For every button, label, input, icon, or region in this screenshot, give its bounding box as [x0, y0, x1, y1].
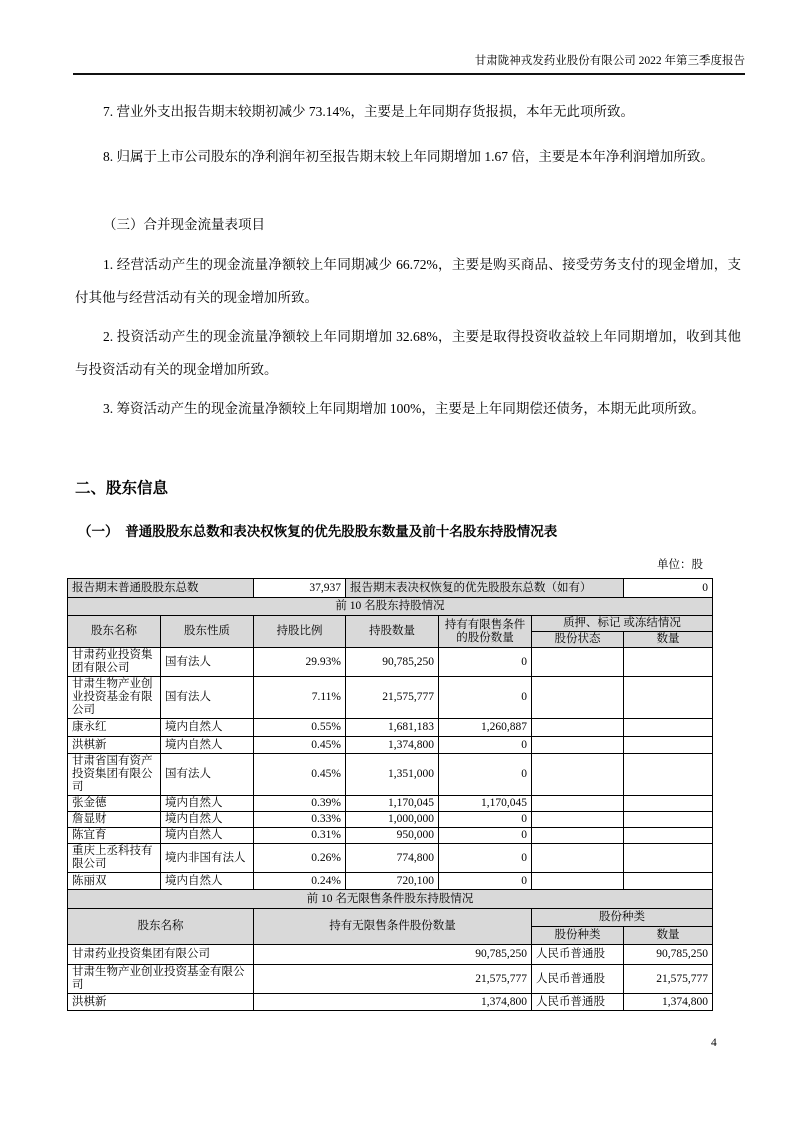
cell-qty: 1,374,800	[346, 737, 439, 754]
cell-nature: 境内自然人	[161, 719, 254, 737]
cell-pledge-qty-empty	[624, 648, 713, 677]
table-row	[68, 677, 713, 719]
cell-name: 甘肃生物产业创业投资基金有限公司	[68, 677, 161, 719]
cell-pledge-qty-empty	[624, 737, 713, 754]
cell-qty: 1,681,183	[346, 719, 439, 737]
cell-restricted: 0	[439, 648, 532, 677]
cell-nature: 境内自然人	[161, 737, 254, 754]
cell-share-num: 1,374,800	[624, 994, 713, 1011]
cell-pledge-qty-empty	[624, 812, 713, 828]
cell-pledge-qty-empty	[624, 796, 713, 812]
cell-qty: 90,785,250	[346, 648, 439, 677]
header-pledge-group: 质押、标记 或冻结情况	[532, 616, 713, 632]
header-share-type-group: 股份种类	[532, 909, 713, 927]
header-restricted-qty: 持有有限售条件的股份数量	[439, 616, 532, 648]
cell-pledge-status-empty	[532, 754, 624, 796]
cell-ratio: 0.45%	[254, 737, 346, 754]
top10-header-row-1	[68, 616, 713, 632]
cell-unrestricted-qty: 90,785,250	[254, 945, 532, 965]
cell-ratio: 0.26%	[254, 844, 346, 873]
header-shareholder-nature: 股东性质	[161, 616, 254, 648]
cell-pledge-status-empty	[532, 844, 624, 873]
table-row	[68, 844, 713, 873]
cell-common-shareholders-label: 报告期末普通股股东总数	[68, 579, 254, 598]
cell-qty: 1,000,000	[346, 812, 439, 828]
page-number: 4	[711, 1037, 717, 1049]
table-row	[68, 812, 713, 828]
table-row	[68, 719, 713, 737]
cell-share-type: 人民币普通股	[532, 994, 624, 1011]
cell-qty: 1,351,000	[346, 754, 439, 796]
summary-row	[68, 579, 713, 598]
cell-common-shareholders-value: 37,937	[254, 579, 346, 598]
cell-nature: 国有法人	[161, 677, 254, 719]
cell-share-num: 90,785,250	[624, 945, 713, 965]
cell-ratio: 0.24%	[254, 873, 346, 890]
header-divider	[73, 73, 745, 75]
cell-qty: 950,000	[346, 828, 439, 844]
cell-name: 甘肃省国有资产投资集团有限公司	[68, 754, 161, 796]
cell-pledge-status-empty	[532, 828, 624, 844]
table-row	[68, 994, 713, 1011]
cell-pledge-qty-empty	[624, 719, 713, 737]
cell-restricted: 1,260,887	[439, 719, 532, 737]
cell-ratio: 0.39%	[254, 796, 346, 812]
cell-restricted: 0	[439, 844, 532, 873]
cell-pledge-status-empty	[532, 796, 624, 812]
paragraph-cash-1: 1. 经营活动产生的现金流量净额较上年同期减少 66.72%，主要是购买商品、接受劳务支付的现金增加，支付其他与经营活动有关的现金增加所致。	[75, 257, 741, 305]
cell-qty: 21,575,777	[346, 677, 439, 719]
cell-name: 洪棋新	[68, 994, 254, 1011]
cell-qty: 774,800	[346, 844, 439, 873]
top10-title-row	[68, 598, 713, 616]
subsection-heading-top10-table: （一） 普通股股东总数和表决权恢复的优先股股东数量及前十名股东持股情况表	[78, 524, 558, 539]
cell-qty: 1,170,045	[346, 796, 439, 812]
paragraph-cash-3: 3. 筹资活动产生的现金流量净额较上年同期增加 100%，主要是上年同期偿还债务，本期无此项所致。	[103, 401, 705, 416]
cell-share-num: 21,575,777	[624, 965, 713, 994]
paragraph-7: 7. 营业外支出报告期末较期初减少 73.14%，主要是上年同期存货报损，本年无此项所致。	[103, 104, 634, 119]
header-share-num: 数量	[624, 927, 713, 945]
table-row	[68, 648, 713, 677]
cell-preferred-shareholders-value: 0	[624, 579, 713, 598]
cell-pledge-status-empty	[532, 873, 624, 890]
cell-name: 陈丽双	[68, 873, 161, 890]
paragraph-cash-2: 2. 投资活动产生的现金流量净额较上年同期增加 32.68%，主要是取得投资收益较上年同期增加，收到其他与投资活动有关的现金增加所致。	[75, 329, 741, 377]
cell-pledge-status-empty	[532, 812, 624, 828]
cell-top10-title: 前 10 名股东持股情况	[68, 598, 713, 616]
shareholder-table-wrap	[67, 578, 713, 1011]
cell-ratio: 7.11%	[254, 677, 346, 719]
cell-pledge-qty-empty	[624, 873, 713, 890]
cell-nature: 境内自然人	[161, 873, 254, 890]
cell-pledge-qty-empty	[624, 677, 713, 719]
cell-nature: 国有法人	[161, 754, 254, 796]
table-row	[68, 965, 713, 994]
cell-pledge-status-empty	[532, 737, 624, 754]
table-row	[68, 873, 713, 890]
cell-ratio: 0.45%	[254, 754, 346, 796]
table-row	[68, 945, 713, 965]
page-header-title: 甘肃陇神戎发药业股份有限公司 2022 年第三季度报告	[474, 55, 745, 67]
cell-restricted: 0	[439, 677, 532, 719]
paragraph-8: 8. 归属于上市公司股东的净利润年初至报告期末较上年同期增加 1.67 倍，主要是本年净利润增加所致。	[103, 149, 714, 164]
header-holding-qty: 持股数量	[346, 616, 439, 648]
cell-nature: 国有法人	[161, 648, 254, 677]
cell-preferred-shareholders-label: 报告期末表决权恢复的优先股股东总数（如有）	[346, 579, 624, 598]
shareholder-table	[67, 578, 713, 1011]
cell-share-type: 人民币普通股	[532, 965, 624, 994]
cell-restricted: 1,170,045	[439, 796, 532, 812]
cell-unrestricted-title: 前 10 名无限售条件股东持股情况	[68, 890, 713, 909]
cell-share-type: 人民币普通股	[532, 945, 624, 965]
header-unrestricted-qty: 持有无限售条件股份数量	[254, 909, 532, 945]
cell-pledge-status-empty	[532, 677, 624, 719]
table-row	[68, 737, 713, 754]
cell-name: 甘肃药业投资集团有限公司	[68, 945, 254, 965]
table-row	[68, 754, 713, 796]
header-shareholder-name: 股东名称	[68, 616, 161, 648]
header-unrestricted-name: 股东名称	[68, 909, 254, 945]
cell-nature: 境内自然人	[161, 812, 254, 828]
cell-restricted: 0	[439, 828, 532, 844]
table-row	[68, 796, 713, 812]
header-pledge-qty: 数量	[624, 632, 713, 648]
cell-restricted: 0	[439, 754, 532, 796]
cell-nature: 境内非国有法人	[161, 844, 254, 873]
cell-ratio: 0.31%	[254, 828, 346, 844]
cell-restricted: 0	[439, 873, 532, 890]
cell-name: 甘肃生物产业创业投资基金有限公司	[68, 965, 254, 994]
cell-restricted: 0	[439, 737, 532, 754]
subsection-cash-flow-heading: （三）合并现金流量表项目	[103, 217, 265, 232]
cell-nature: 境内自然人	[161, 796, 254, 812]
cell-name: 洪棋新	[68, 737, 161, 754]
cell-qty: 720,100	[346, 873, 439, 890]
table-row	[68, 828, 713, 844]
cell-pledge-status-empty	[532, 648, 624, 677]
cell-ratio: 0.33%	[254, 812, 346, 828]
header-share-type: 股份种类	[532, 927, 624, 945]
header-pledge-status: 股份状态	[532, 632, 624, 648]
cell-pledge-qty-empty	[624, 754, 713, 796]
cell-name: 张金德	[68, 796, 161, 812]
cell-pledge-qty-empty	[624, 828, 713, 844]
unrestricted-title-row	[68, 890, 713, 909]
cell-nature: 境内自然人	[161, 828, 254, 844]
cell-unrestricted-qty: 1,374,800	[254, 994, 532, 1011]
cell-ratio: 29.93%	[254, 648, 346, 677]
cell-name: 康永红	[68, 719, 161, 737]
cell-pledge-qty-empty	[624, 844, 713, 873]
cell-ratio: 0.55%	[254, 719, 346, 737]
unit-label: 单位：股	[657, 559, 703, 571]
cell-name: 重庆上丞科技有限公司	[68, 844, 161, 873]
cell-unrestricted-qty: 21,575,777	[254, 965, 532, 994]
cell-name: 詹显财	[68, 812, 161, 828]
section-heading-shareholder-info: 二、股东信息	[75, 480, 169, 497]
cell-restricted: 0	[439, 812, 532, 828]
cell-name: 陈宜育	[68, 828, 161, 844]
cell-name: 甘肃药业投资集团有限公司	[68, 648, 161, 677]
unrestricted-header-row-1	[68, 909, 713, 927]
header-holding-ratio: 持股比例	[254, 616, 346, 648]
cell-pledge-status-empty	[532, 719, 624, 737]
